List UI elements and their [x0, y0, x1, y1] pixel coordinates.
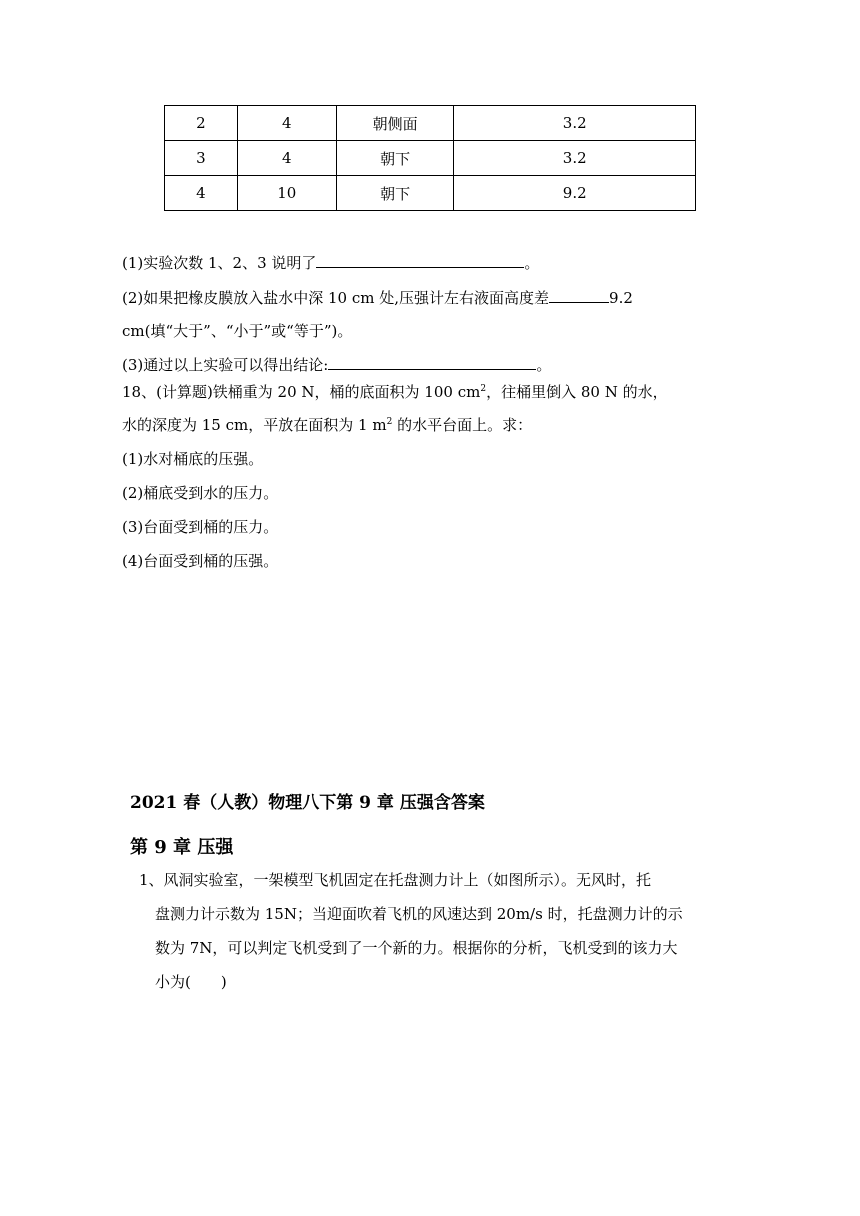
q1-line-2: 盘测力计示数为 15N；当迎面吹着飞机的风速达到 20m/s 时，托盘测力计的示	[155, 905, 683, 923]
table-cell: 朝下	[336, 176, 454, 211]
table-cell: 朝侧面	[336, 106, 454, 141]
table-cell: 3.2	[454, 141, 696, 176]
q17-item-1-end: 。	[524, 254, 540, 272]
q17-item-2-value: 9.2	[609, 289, 633, 307]
q1-line-3: 数为 7N，可以判定飞机受到了一个新的力。根据你的分析，飞机受到的该力大	[155, 939, 678, 957]
table-row	[165, 176, 696, 211]
q18-line-2-text: 水的深度为 15 cm，平放在面积为 1 m	[122, 416, 387, 434]
q18-line-2	[122, 414, 532, 435]
q17-item-2	[122, 287, 633, 308]
section-title: 2021 春（人教）物理八下第 9 章 压强含答案	[130, 793, 485, 813]
table-cell: 3	[165, 141, 238, 176]
q17-item-2-text: (2)如果把橡皮膜放入盐水中深 10 cm 处,压强计左右液面高度差	[122, 289, 550, 307]
table-cell: 4	[165, 176, 238, 211]
q17-item-3-end: 。	[536, 356, 552, 374]
q18-sub-2: (2)桶底受到水的压力。	[122, 484, 279, 502]
chapter-title: 第 9 章 压强	[130, 837, 234, 858]
q17-item-3-text: (3)通过以上实验可以得出结论:	[122, 356, 329, 374]
q18-sub-4: (4)台面受到桶的压强。	[122, 552, 279, 570]
table-row	[165, 141, 696, 176]
q17-item-2-continued: cm(填“大于”、“小于”或“等于”)。	[122, 322, 353, 340]
q18-sub-3: (3)台面受到桶的压力。	[122, 518, 279, 536]
table-cell: 4	[237, 106, 336, 141]
q1-line-1: 1、风洞实验室，一架模型飞机固定在托盘测力计上（如图所示）。无风时，托	[139, 871, 652, 889]
table-cell: 4	[237, 141, 336, 176]
answer-blank[interactable]	[328, 355, 536, 370]
answer-blank[interactable]	[549, 288, 609, 303]
q17-item-3	[122, 354, 551, 375]
superscript: 2	[386, 417, 393, 427]
q18-sub-1: (1)水对桶底的压强。	[122, 450, 264, 468]
table-cell: 2	[165, 106, 238, 141]
q18-line-1	[122, 381, 668, 402]
table-cell: 朝下	[336, 141, 454, 176]
q17-item-1-text: (1)实验次数 1、2、3 说明了	[122, 254, 317, 272]
table-cell: 3.2	[454, 106, 696, 141]
q1-line-4: 小为( )	[155, 973, 227, 991]
experiment-data-table	[164, 105, 696, 211]
table-row	[165, 106, 696, 141]
superscript: 2	[480, 384, 487, 394]
q17-item-1	[122, 252, 539, 273]
answer-blank[interactable]	[316, 253, 524, 268]
q18-line-1-text-end: ，往桶里倒入 80 N 的水，	[486, 383, 668, 401]
table-cell: 9.2	[454, 176, 696, 211]
table-cell: 10	[237, 176, 336, 211]
q18-line-1-text: 18、(计算题)铁桶重为 20 N，桶的底面积为 100 cm	[122, 383, 481, 401]
q18-line-2-text-end: 的水平台面上。求：	[392, 416, 533, 434]
